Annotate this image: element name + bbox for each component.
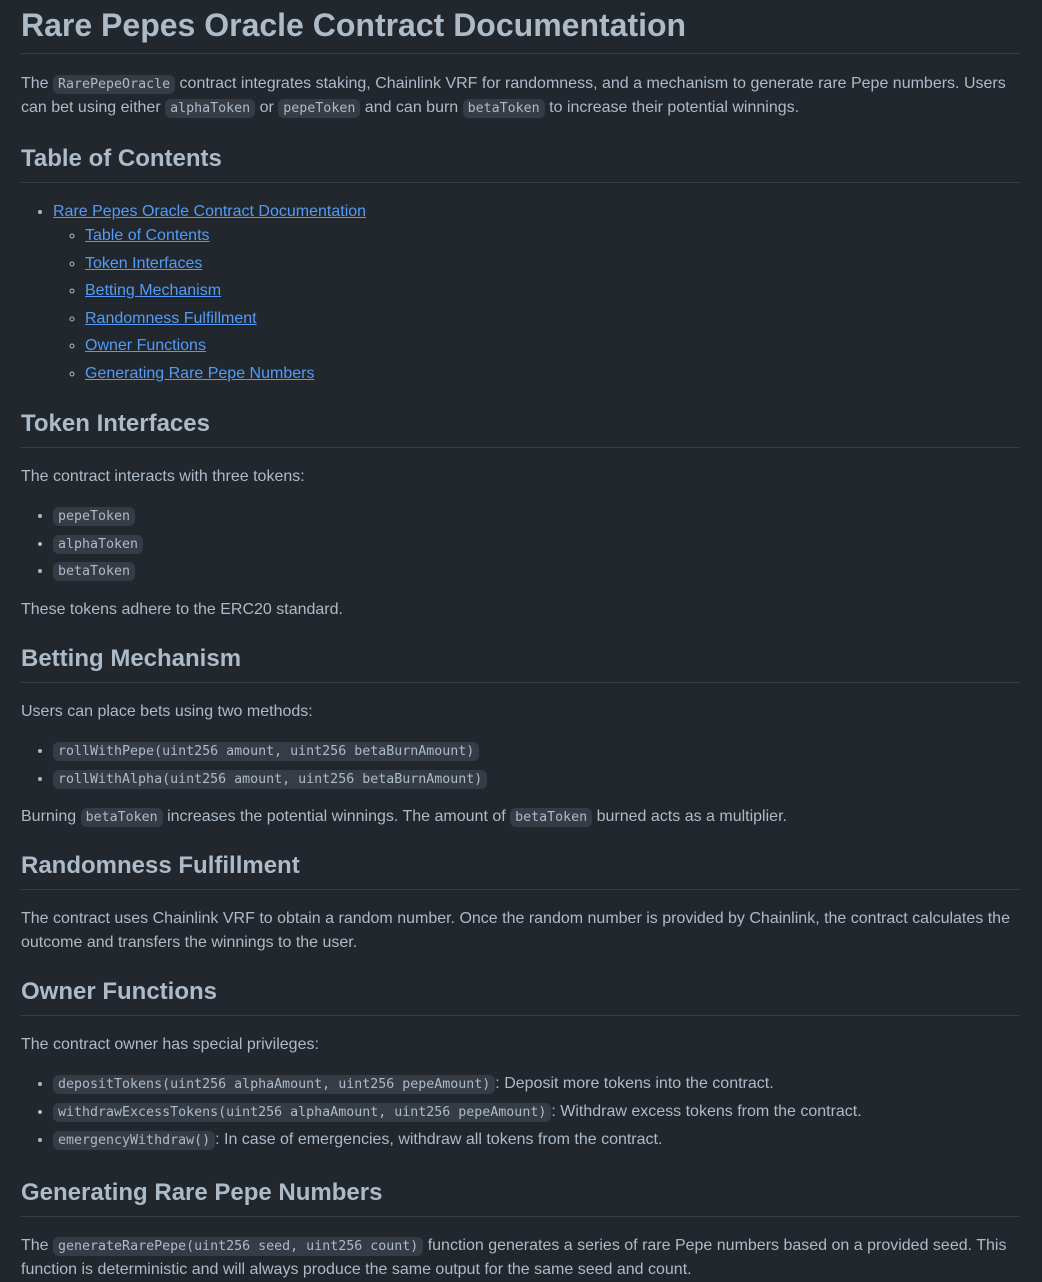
intro-text-1: The xyxy=(21,75,54,92)
generating-text-2: function generates a series of rare Pepe numbers based on a provided seed. This function is deterministic and will always produce the same output for the same seed and count. xyxy=(21,1236,1007,1278)
tokens-outro: These tokens adhere to the ERC20 standard. xyxy=(21,601,343,619)
toc-item xyxy=(85,334,1020,362)
toc-link-owner-functions[interactable]: Owner Functions xyxy=(85,337,206,354)
list-item-text: : Withdraw excess tokens from the contract. xyxy=(551,1103,862,1121)
inline-code: rollWithAlpha(uint256 amount, uint256 betaBurnAmount) xyxy=(53,770,487,789)
generating-paragraph xyxy=(21,1234,1020,1282)
toc-item xyxy=(85,224,1020,252)
toc-link-token-interfaces[interactable]: Token Interfaces xyxy=(85,254,203,272)
heading-generating-rare-pepe-numbers: Generating Rare Pepe Numbers xyxy=(21,1178,1020,1217)
toc-list xyxy=(21,200,1020,389)
owner-intro: The contract owner has special privileges: xyxy=(21,1036,319,1054)
heading-table-of-contents: Table of Contents xyxy=(21,144,1020,183)
randomness-paragraph: The contract uses Chainlink VRF to obtain a random number. Once the random number is provided by Chainlink, the contract calculates the outcome and transfers the winnings to the user. xyxy=(21,910,1010,952)
intro-text-2: contract integrates staking, Chainlink VRF for randomness, and a mechanism to generate rare Pepe numbers. Users can bet using either xyxy=(21,75,1006,116)
betting-text-1: Burning xyxy=(21,808,81,826)
list-item xyxy=(53,739,1020,767)
inline-code: RarePepeOracle xyxy=(53,75,175,94)
inline-code: betaToken xyxy=(53,562,135,581)
list-item-text: : In case of emergencies, withdraw all tokens from the contract. xyxy=(215,1130,663,1148)
heading-randomness-fulfillment: Randomness Fulfillment xyxy=(21,851,1020,890)
toc-link-randomness-fulfillment[interactable]: Randomness Fulfillment xyxy=(85,309,257,327)
list-item xyxy=(53,1072,1020,1100)
intro-text-3: or xyxy=(255,99,279,116)
betting-text-2: increases the potential winnings. The amount of xyxy=(162,808,511,826)
inline-code: generateRarePepe(uint256 seed, uint256 count) xyxy=(53,1237,423,1256)
betting-list xyxy=(21,739,1020,794)
inline-code: pepeToken xyxy=(278,99,360,118)
toc-link-betting-mechanism[interactable]: Betting Mechanism xyxy=(85,282,222,299)
inline-code: betaToken xyxy=(463,99,545,118)
inline-code: alphaToken xyxy=(53,535,143,554)
inline-code: betaToken xyxy=(510,808,592,827)
inline-code: emergencyWithdraw() xyxy=(53,1131,215,1150)
betting-text-3: burned acts as a multiplier. xyxy=(592,808,787,826)
inline-code: rollWithPepe(uint256 amount, uint256 betaBurnAmount) xyxy=(53,742,479,761)
betting-intro: Users can place bets using two methods: xyxy=(21,703,313,721)
heading-token-interfaces: Token Interfaces xyxy=(21,409,1020,448)
list-item xyxy=(53,504,1020,532)
inline-code: betaToken xyxy=(81,808,163,827)
toc-link-table-of-contents[interactable]: Table of Contents xyxy=(85,227,210,244)
inline-code: alphaToken xyxy=(165,99,255,118)
tokens-list xyxy=(21,504,1020,587)
intro-text-5: to increase their potential winnings. xyxy=(544,99,800,116)
inline-code: depositTokens(uint256 alphaAmount, uint256 pepeAmount) xyxy=(53,1075,495,1094)
betting-paragraph xyxy=(21,805,1020,829)
heading-betting-mechanism: Betting Mechanism xyxy=(21,644,1020,683)
toc-sublist xyxy=(53,224,1020,389)
inline-code: withdrawExcessTokens(uint256 alphaAmount, uint256 pepeAmount) xyxy=(53,1103,551,1122)
inline-code: pepeToken xyxy=(53,507,135,526)
toc-item xyxy=(85,279,1020,307)
list-item xyxy=(53,1128,1020,1156)
page-title: Rare Pepes Oracle Contract Documentation xyxy=(21,0,1020,54)
toc-item xyxy=(85,362,1020,390)
intro-paragraph xyxy=(21,72,1020,120)
toc-item-root xyxy=(53,200,1020,389)
toc-item xyxy=(85,252,1020,280)
owner-list xyxy=(21,1072,1020,1155)
list-item-text: : Deposit more tokens into the contract. xyxy=(495,1075,774,1093)
toc-link-root[interactable]: Rare Pepes Oracle Contract Documentation xyxy=(53,203,367,220)
list-item xyxy=(53,767,1020,795)
heading-owner-functions: Owner Functions xyxy=(21,977,1020,1016)
intro-text-4: and can burn xyxy=(360,99,463,116)
list-item xyxy=(53,532,1020,560)
toc-link-generating-rare-pepe-numbers[interactable]: Generating Rare Pepe Numbers xyxy=(85,364,315,382)
generating-text-1: The xyxy=(21,1236,54,1254)
toc-item xyxy=(85,307,1020,335)
list-item xyxy=(53,559,1020,587)
list-item xyxy=(53,1100,1020,1128)
tokens-intro: The contract interacts with three tokens: xyxy=(21,468,305,485)
